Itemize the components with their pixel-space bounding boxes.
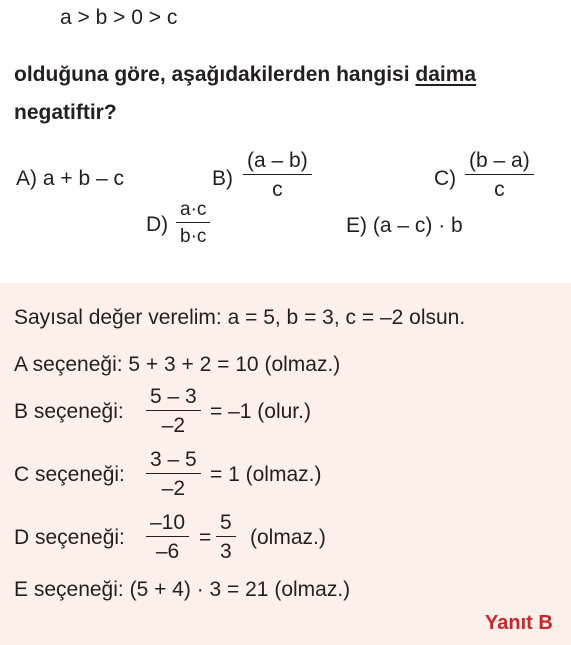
fraction-bar — [176, 222, 210, 223]
solution-c-result: = 1 (olmaz.) — [210, 463, 322, 486]
solution-d-result: (olmaz.) — [250, 526, 326, 549]
question-prompt-text: olduğuna göre, aşağıdakilerden hangisi — [14, 63, 416, 86]
option-c-denominator: c — [494, 178, 505, 201]
solution-d-fraction-1 — [146, 512, 189, 562]
solution-b-result: = –1 (olur.) — [210, 400, 311, 423]
solution-a-label: A seçeneği: — [14, 353, 129, 376]
solution-c-label: C seçeneği: — [14, 463, 125, 486]
solution-d-numerator-2: 5 — [220, 511, 232, 534]
option-d-fraction — [176, 200, 210, 246]
option-e-letter: E) — [346, 214, 367, 237]
option-a-letter: A) — [16, 167, 37, 190]
fraction-bar — [465, 174, 534, 175]
solution-d-numerator-1: –10 — [150, 511, 186, 534]
fraction-bar — [146, 473, 201, 474]
solution-d-label: D seçeneği: — [14, 526, 125, 549]
fraction-bar — [146, 536, 189, 537]
fraction-bar — [243, 174, 312, 175]
solution-d-denominator-1: –6 — [155, 540, 180, 563]
solution-c-numerator: 3 – 5 — [150, 448, 197, 471]
option-a-expr: a + b – c — [42, 167, 124, 190]
solution-intro: Sayısal değer verelim: a = 5, b = 3, c = –2 olsun. — [14, 306, 466, 329]
option-e-expr: (a – c) · b — [372, 214, 463, 237]
solution-d-denominator-2: 3 — [220, 540, 232, 563]
solution-e-text: (5 + 4) · 3 = 21 (olmaz.) — [129, 578, 351, 601]
option-b-fraction — [243, 150, 312, 200]
option-d-numerator: a·c — [180, 199, 207, 220]
solution-a — [14, 353, 340, 377]
question-prompt-line2: negatiftir? — [14, 101, 117, 124]
solution-b-denominator: –2 — [161, 414, 186, 437]
option-d-denominator: b·c — [180, 226, 207, 247]
option-e — [346, 214, 463, 238]
solution-e-label: E seçeneği: — [14, 578, 130, 601]
solution-a-text: 5 + 3 + 2 = 10 (olmaz.) — [128, 353, 341, 376]
solution-b-numerator: 5 – 3 — [150, 385, 197, 408]
solution-d-equals: = — [199, 526, 212, 549]
solution-e — [14, 578, 350, 602]
solution-b-label: B seçeneği: — [14, 400, 124, 423]
option-a — [16, 167, 124, 191]
question-prompt-line1 — [14, 63, 476, 87]
condition: a > b > 0 > c — [60, 6, 178, 29]
solution-b-fraction — [146, 386, 201, 436]
option-b-letter: B) — [212, 167, 233, 190]
option-c-letter: C) — [434, 167, 457, 190]
option-c-numerator: (b – a) — [469, 149, 530, 172]
option-b-denominator: c — [272, 178, 283, 201]
fraction-bar — [216, 536, 236, 537]
fraction-bar — [146, 410, 201, 411]
option-d-letter: D) — [146, 213, 169, 236]
option-c-fraction — [465, 150, 534, 200]
solution-c-denominator: –2 — [161, 477, 186, 500]
solution-c-fraction — [146, 449, 201, 499]
question-emphasis: daima — [415, 63, 477, 86]
option-b-numerator: (a – b) — [247, 149, 308, 172]
solution-d-fraction-2 — [216, 512, 236, 562]
answer-label: Yanıt B — [485, 612, 553, 634]
